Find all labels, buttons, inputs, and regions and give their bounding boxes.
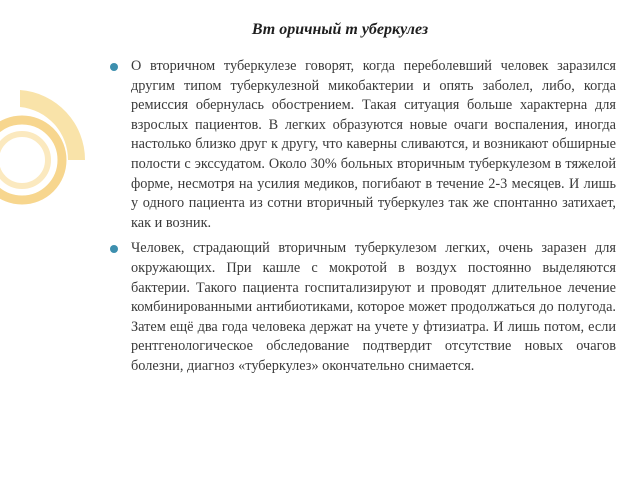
- decorative-rings-graphic: [0, 80, 100, 240]
- paragraph-text: Человек, страдающий вторичным туберкулезом легких, очень заразен для окружающих. При кашле с мокротой в воздух постоянно выделяются бактерии. Такого пациента госпитализируют и проводят длительное лечение комбинированными антибиотиками, которое может продолжаться до полугода. Затем ещё два года человека держат на учете у фтизиатра. И лишь потом, если рентгенологическое обследование подтвердит отсутствие новых очагов болезни, диагноз «туберкулез» окончательно снимается.: [131, 240, 616, 374]
- list-item: [108, 57, 616, 233]
- paragraph-text: О вторичном туберкулезе говорят, когда переболевший человек заразился другим типом туберкулезной микобактерии и опять заболел, либо, когда ремиссия обернулась обострением. Такая ситуация больше характерна для взрослых пациентов. В легких образуются новые очаги воспаления, иногда настолько близко друг к другу, что каверны сливаются, и возникают обширные полости с экссудатом. Около 30% больных вторичным туберкулезом в тяжелой форме, несмотря на усилия медиков, погибают в течение 2-3 месяцев. И лишь у одного пациента из сотни вторичный туберкулез так же спонтанно затихает, как и возник.: [131, 58, 616, 231]
- bullet-icon: [110, 63, 118, 71]
- slide-body: [108, 57, 616, 383]
- bullet-icon: [110, 245, 118, 253]
- list-item: [108, 239, 616, 376]
- slide-title: Вт оричный т уберкулез: [251, 21, 429, 38]
